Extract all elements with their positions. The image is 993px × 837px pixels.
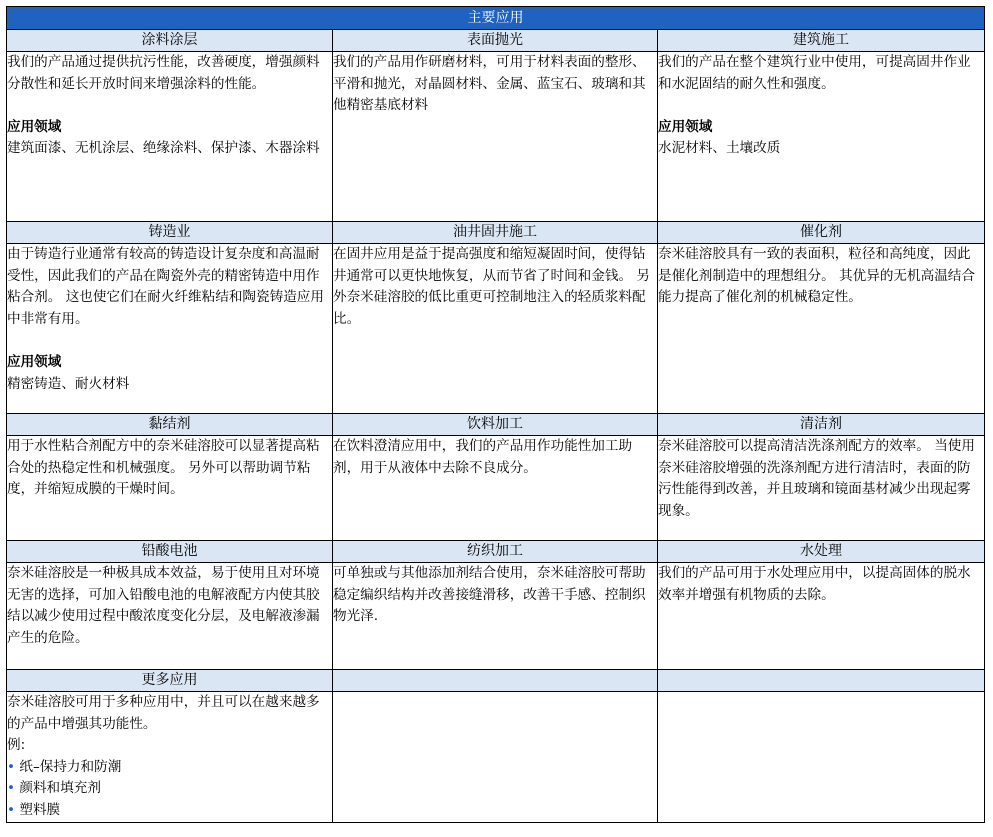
cell-more-applications: [7, 692, 333, 823]
cell-well-cementing: [333, 244, 658, 414]
heading-cleaner: 清洁剂: [658, 414, 985, 436]
heading-water-treatment: 水处理: [658, 541, 985, 563]
field-label: 应用领域: [658, 118, 713, 135]
description: 在固井应用是益于提高强度和缩短凝固时间，使得钻井通常可以更快地恢复，从而节省了时间和金钱。 另外奈米硅溶胶的低比重更可控制地注入的轻质浆料配比。: [333, 246, 650, 327]
cell-textile: [333, 563, 658, 670]
heading-casting: 铸造业: [7, 222, 333, 244]
cell-cleaner: [658, 436, 985, 541]
cell-construction: [658, 52, 985, 222]
description: 可单独或与其他添加剂结合使用，奈米硅溶胶可帮助稳定编织结构并改善接缝滑移，改善干手感、控制织物光泽.: [333, 565, 646, 625]
heading-beverage: 饮料加工: [333, 414, 658, 436]
description: 奈米硅溶胶具有一致的表面积，粒径和高纯度，因此是催化剂制造中的理想组分。 其优异的无机高温结合能力提高了催化剂的机械稳定性。: [658, 246, 975, 306]
heading-more-applications: 更多应用: [7, 670, 333, 692]
cell-lead-acid-battery: [7, 563, 333, 670]
table-title: 主要应用: [7, 7, 985, 30]
description: 奈米硅溶胶可用于多种应用中，并且可以在越来越多的产品中增强其功能性。: [7, 694, 320, 732]
description: 由于铸造行业通常有较高的铸造设计复杂度和高温耐受性，因此我们的产品在陶瓷外壳的精密铸造中用作粘合剂。 这也使它们在耐火纤维粘结和陶瓷铸造应用中非常有用。: [7, 246, 324, 327]
field-value: 精密铸造、耐火材料: [7, 375, 130, 392]
cell-casting: [7, 244, 333, 414]
list-item: • 塑料膜: [7, 801, 61, 818]
description: 用于水性粘合剂配方中的奈米硅溶胶可以显著提高粘合处的热稳定性和机械强度。 另外可以帮助调节粘度，并缩短成膜的干燥时间。: [7, 438, 320, 498]
heading-well-cementing: 油井固井施工: [333, 222, 658, 244]
description: 奈米硅溶胶可以提高清洁洗涤剂配方的效率。 当使用奈米硅溶胶增强的洗涤剂配方进行清洁时，表面的防污性能得到改善，并且玻璃和镜面基材减少出现起雾现象。: [658, 438, 975, 519]
cell-empty: [658, 692, 985, 823]
list-item: • 颜料和填充剂: [7, 780, 101, 797]
heading-coatings: 涂料涂层: [7, 30, 333, 52]
description: 我们的产品在整个建筑行业中使用，可提高固井作业和水泥固结的耐久性和强度。: [658, 54, 971, 92]
heading-surface-polishing: 表面抛光: [333, 30, 658, 52]
heading-empty: [658, 670, 985, 692]
cell-adhesive: [7, 436, 333, 541]
description: 我们的产品通过提供抗污性能，改善硬度，增强颜料分散性和延长开放时间来增强涂料的性能。: [7, 54, 320, 92]
field-label: 应用领域: [7, 353, 62, 370]
field-value: 建筑面漆、无机涂层、绝缘涂料、保护漆、木器涂料: [7, 140, 320, 157]
heading-construction: 建筑施工: [658, 30, 985, 52]
description: 我们的产品可用于水处理应用中，以提高固体的脱水效率并增强有机物质的去除。: [658, 565, 971, 603]
cell-water-treatment: [658, 563, 985, 670]
description: 在饮料澄清应用中，我们的产品用作功能性加工助剂，用于从液体中去除不良成分。: [333, 438, 633, 476]
applications-table: [6, 6, 985, 823]
bullet-icon: •: [7, 801, 16, 818]
heading-empty: [333, 670, 658, 692]
description: 奈米硅溶胶是一种极具成本效益，易于使用且对环境无害的选择，可加入铅酸电池的电解液配方内使其胶结以减少使用过程中酸浓度变化分层，及电解液渗漏产生的危险。: [7, 565, 320, 646]
field-label: 应用领域: [7, 118, 62, 135]
list-item: • 纸–保持力和防潮: [7, 758, 122, 775]
cell-empty: [333, 692, 658, 823]
bullet-icon: •: [7, 758, 16, 775]
cell-beverage: [333, 436, 658, 541]
cell-catalyst: [658, 244, 985, 414]
heading-catalyst: 催化剂: [658, 222, 985, 244]
heading-textile: 纺织加工: [333, 541, 658, 563]
cell-coatings: [7, 52, 333, 222]
example-label: 例:: [7, 737, 26, 754]
field-value: 水泥材料、土壤改质: [658, 140, 781, 157]
heading-lead-acid-battery: 铅酸电池: [7, 541, 333, 563]
heading-adhesive: 黏结剂: [7, 414, 333, 436]
cell-surface-polishing: [333, 52, 658, 222]
description: 我们的产品用作研磨材料，可用于材料表面的整形、平滑和抛光，对晶圆材料、金属、蓝宝石、玻璃和其他精密基底材料: [333, 54, 646, 114]
bullet-icon: •: [7, 780, 16, 797]
